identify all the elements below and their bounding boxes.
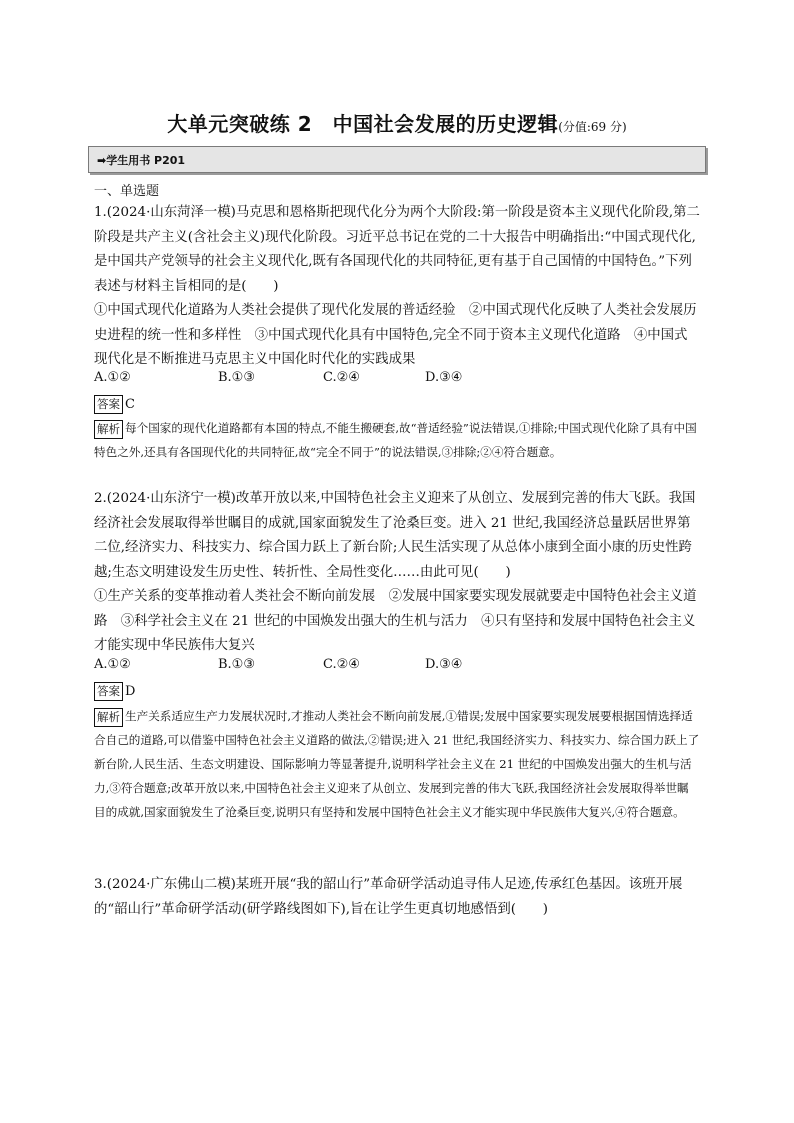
analysis-text: 生产关系适应生产力发展状况时,才推动人类社会不断向前发展,①错误;发展中国家要实现发展要根据国情选择适合自己的道路,可以借鉴中国特色社会主义道路的做法,②错误;进入 21 世纪,我国经济实力、科技实力、综合国力跃上了新台阶,人民生活、生态文明建设、国际影响力等显著提升,说明科学社会主义在 21 世纪的中国焕发出强大的生机与活力,③符合题意;改革开放以来,中国特色社会主义迎来了从创立、发展到完善的伟大飞跃,我国经济社会发展取得举世瞩目的成就,国家面貌发生了沧桑巨变,说明只有坚持和发展中国特色社会主义才能实现中华民族伟大复兴,④符合题意。 bbox=[94, 709, 700, 819]
student-book-label: ➡学生用书 P201 bbox=[97, 154, 186, 167]
question-1-statements: ①中国式现代化道路为人类社会提供了现代化发展的普适经验 ②中国式现代化反映了人类社会发展历史进程的统一性和多样性 ③中国式现代化具有中国特色,完全不同于资本主义现代化道路 ④中国式现代化是不断推进马克思主义中国化时代化的实践成果 bbox=[94, 303, 697, 367]
question-3 bbox=[94, 873, 700, 922]
answer-label: 答案 bbox=[94, 395, 123, 414]
option-b[interactable]: B.①③ bbox=[218, 657, 255, 672]
answer-value: C bbox=[125, 397, 135, 412]
option-b[interactable]: B.①③ bbox=[218, 370, 255, 385]
question-2-statements: ①生产关系的变革推动着人类社会不断向前发展 ②发展中国家要实现发展就要走中国特色社会主义道路 ③科学社会主义在 21 世纪的中国焕发出强大的生机与活力 ④只有坚持和发展中国特色社会主义才能实现中华民族伟大复兴 bbox=[94, 589, 697, 653]
option-a[interactable]: A.①② bbox=[94, 370, 131, 385]
question-2 bbox=[94, 487, 700, 659]
option-d[interactable]: D.③④ bbox=[425, 657, 463, 672]
option-c[interactable]: C.②④ bbox=[323, 370, 360, 385]
title-main: 大单元突破练 2 中国社会发展的历史逻辑 bbox=[167, 112, 559, 136]
question-2-analysis bbox=[94, 704, 700, 824]
option-c[interactable]: C.②④ bbox=[323, 657, 360, 672]
title-score: (分值:69 分) bbox=[558, 120, 627, 134]
student-book-bar bbox=[88, 146, 706, 173]
option-a[interactable]: A.①② bbox=[94, 657, 131, 672]
analysis-label: 解析 bbox=[94, 708, 123, 727]
question-1-analysis bbox=[94, 416, 700, 464]
question-1-answer bbox=[94, 395, 135, 415]
page-title bbox=[0, 108, 794, 137]
answer-label: 答案 bbox=[94, 682, 123, 701]
question-3-stem: 3.(2024·广东佛山二模)某班开展“我的韶山行”革命研学活动追寻伟人足迹,传承红色基因。该班开展的“韶山行”革命研学活动(研学路线图如下),旨在让学生更真切地感悟到( ) bbox=[94, 877, 683, 917]
answer-value: D bbox=[125, 684, 136, 699]
question-1-stem: 1.(2024·山东菏泽一模)马克思和恩格斯把现代化分为两个大阶段:第一阶段是资本主义现代化阶段,第二阶段是共产主义(含社会主义)现代化阶段。习近平总书记在党的二十大报告中明确指出:“中国式现代化,是中国共产党领导的社会主义现代化,既有各国现代化的共同特征,更有基于自己国情的中国特色。”下列表述与材料主旨相同的是( ) bbox=[94, 205, 700, 294]
option-d[interactable]: D.③④ bbox=[425, 370, 463, 385]
analysis-text: 每个国家的现代化道路都有本国的特点,不能生搬硬套,故“普适经验”说法错误,①排除;中国式现代化除了具有中国特色之外,还具有各国现代化的共同特征,故“完全不同于”的说法错误,③排除;②④符合题意。 bbox=[94, 421, 697, 459]
analysis-label: 解析 bbox=[94, 420, 123, 439]
question-2-answer bbox=[94, 682, 135, 702]
question-2-options bbox=[94, 657, 494, 677]
question-1-options bbox=[94, 370, 494, 390]
question-1 bbox=[94, 201, 700, 373]
question-2-stem: 2.(2024·山东济宁一模)改革开放以来,中国特色社会主义迎来了从创立、发展到完善的伟大飞跃。我国经济社会发展取得举世瞩目的成就,国家面貌发生了沧桑巨变。进入 21 世纪,我国经济总量跃居世界第二位,经济实力、科技实力、综合国力跃上了新台阶;人民生活实现了从总体小康到全面小康的历史性跨越;生态文明建设发生历史性、转折性、全局性变化……由此可见( ) bbox=[94, 491, 696, 580]
section-heading: 一、单选题 bbox=[94, 184, 160, 199]
